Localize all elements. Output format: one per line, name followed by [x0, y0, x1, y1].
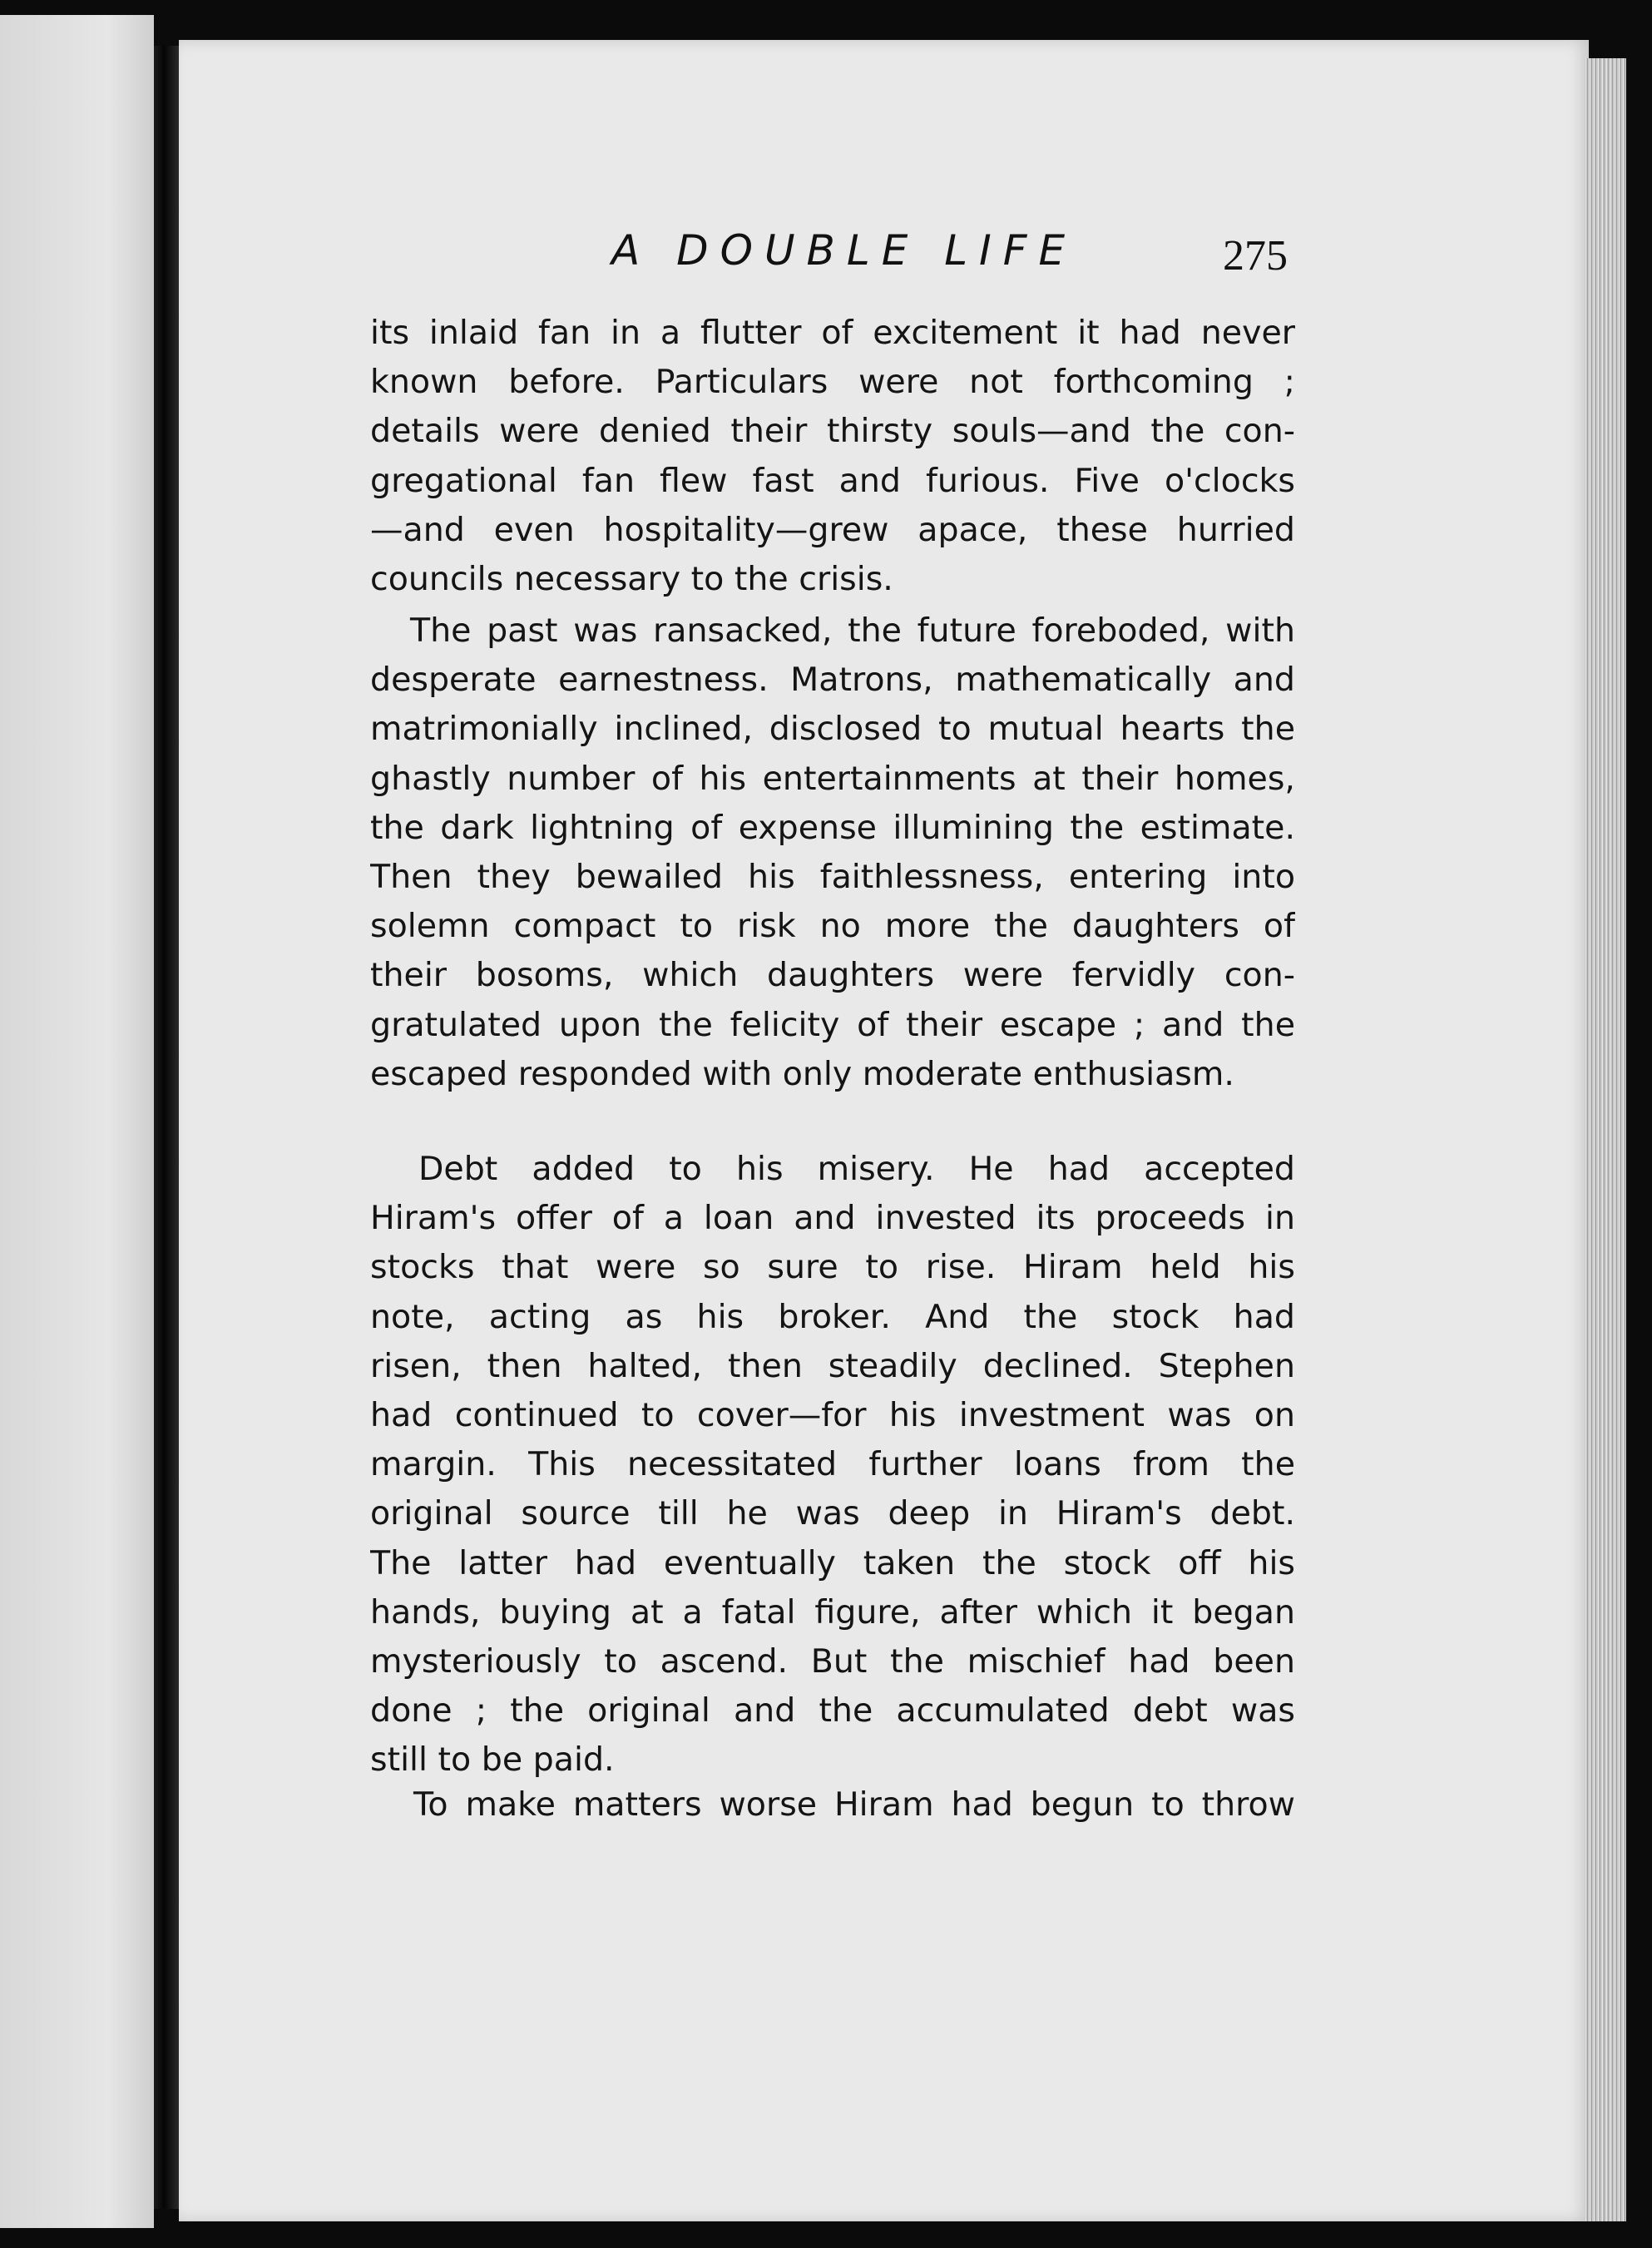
text-line: details were denied their thirsty souls—and the con-	[370, 412, 1295, 451]
text-line: ghastly number of his entertainments at their homes,	[370, 759, 1295, 798]
text-line: its inlaid fan in a flutter of excitement it had never	[370, 314, 1295, 352]
text-line: The past was ransacked, the future foreboded, with	[410, 612, 1295, 650]
text-line: the dark lightning of expense illumining the estimate.	[370, 808, 1295, 847]
text-line: stocks that were so sure to rise. Hiram held his	[370, 1248, 1295, 1287]
text-line: matrimonially inclined, disclosed to mutual hearts the	[370, 710, 1295, 749]
book-gutter	[154, 46, 179, 2209]
page-number: 275	[1223, 232, 1288, 280]
text-line: Hiram's offer of a loan and invested its proceeds in	[370, 1199, 1295, 1238]
text-line: original source till he was deep in Hiram's debt.	[370, 1494, 1295, 1533]
text-line: their bosoms, which daughters were fervidly con-	[370, 956, 1295, 995]
running-title: A DOUBLE LIFE	[611, 226, 1077, 275]
text-line: done ; the original and the accumulated debt was	[370, 1691, 1295, 1731]
text-line: known before. Particulars were not forthcoming ;	[370, 363, 1295, 402]
text-line: gregational fan flew fast and furious. Five o'clocks	[370, 461, 1295, 500]
text-line: had continued to cover—for his investment was on	[370, 1396, 1295, 1435]
text-line: escaped responded with only moderate enthusiasm.	[370, 1054, 1234, 1093]
paragraph-1	[370, 309, 1295, 604]
text-line: hands, buying at a fatal figure, after which it began	[370, 1592, 1295, 1632]
text-line: The latter had eventually taken the stock off his	[370, 1543, 1295, 1582]
page-fore-edge	[1585, 58, 1626, 2221]
text-line: gratulated upon the felicity of their escape ; and the	[370, 1005, 1295, 1044]
text-line: To make matters worse Hiram had begun to throw	[413, 1785, 1295, 1824]
text-line: —and even hospitality—grew apace, these hurried	[370, 510, 1295, 549]
text-line: councils necessary to the crisis.	[370, 560, 893, 599]
paragraph-3	[370, 1145, 1295, 1785]
text-line: note, acting as his broker. And the stock had	[370, 1297, 1295, 1336]
text-line: Debt added to his misery. He had accepted	[418, 1150, 1295, 1188]
text-line: still to be paid.	[370, 1740, 615, 1780]
paragraph-4	[370, 1780, 1295, 1830]
text-line: desperate earnestness. Matrons, mathematically and	[370, 661, 1295, 700]
text-line: mysteriously to ascend. But the mischief had been	[370, 1642, 1295, 1681]
previous-page-edge	[0, 15, 154, 2228]
text-line: margin. This necessitated further loans from the	[370, 1445, 1295, 1484]
text-line: Then they bewailed his faithlessness, entering into	[370, 858, 1295, 897]
text-line: solemn compact to risk no more the daughters of	[370, 907, 1295, 946]
text-line: risen, then halted, then steadily declined. Stephen	[370, 1346, 1295, 1385]
paragraph-2	[370, 607, 1295, 1099]
